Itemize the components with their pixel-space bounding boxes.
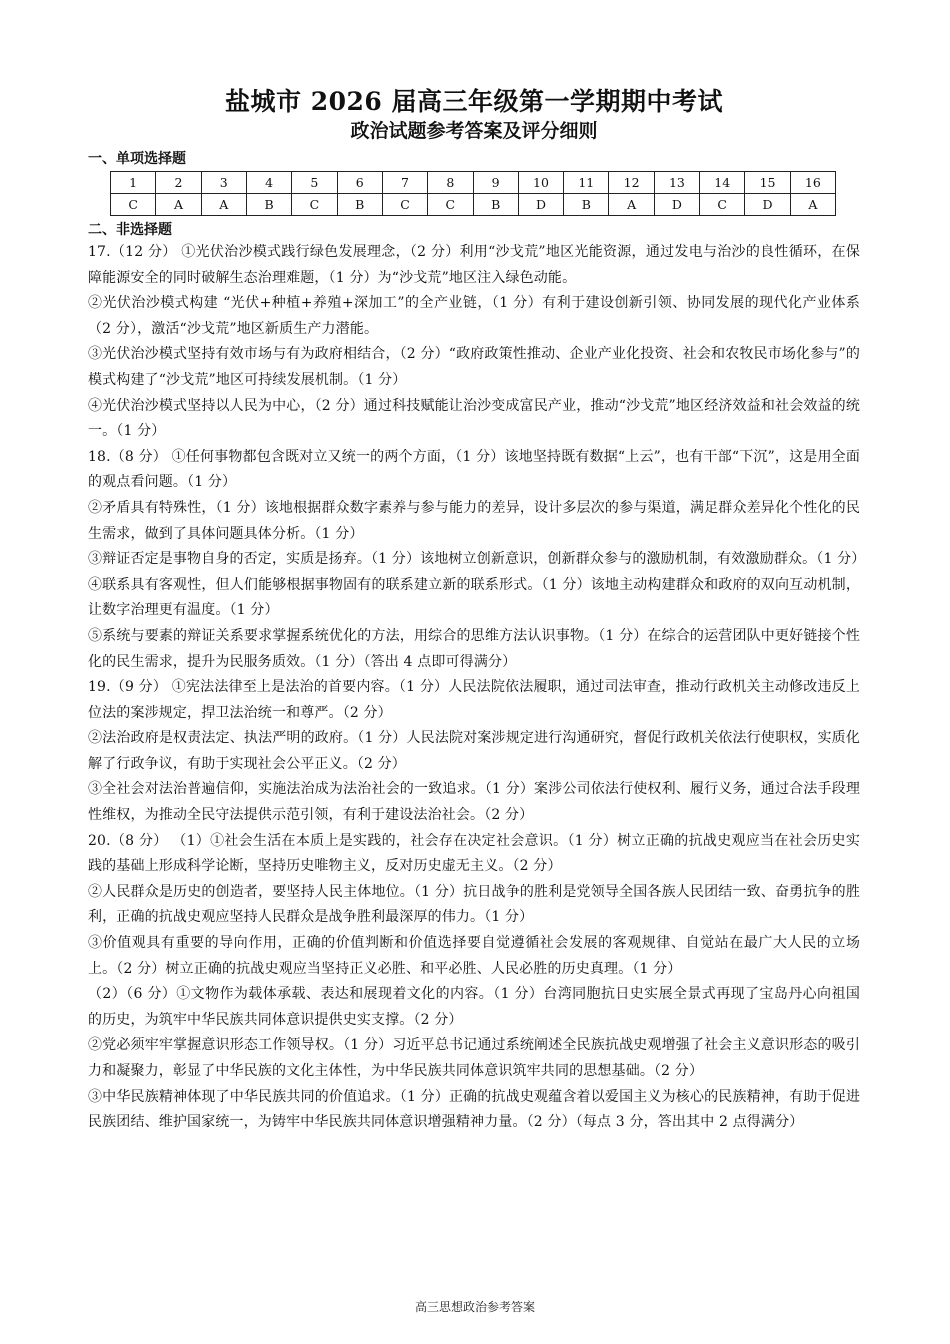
question-number-cell: 14 — [700, 172, 745, 194]
question-number-cell: 7 — [382, 172, 427, 194]
answer-paragraph: ②矛盾具有特殊性，（1 分）该地根据群众数字素养与参与能力的差异，设计多层次的参与渠道，满足群众差异化个性化的民生需求，做到了具体问题具体分析。（1 分） — [88, 499, 860, 542]
page-title: 盐城市 2026 届高三年级第一学期期中考试 — [225, 87, 723, 116]
question-number-cell: 16 — [790, 172, 835, 194]
section-heading-nonchoice: 二、非选择题 — [88, 222, 172, 238]
question-number-cell: 11 — [564, 172, 609, 194]
answer-paragraph: ③中华民族精神体现了中华民族共同的价值追求。（1 分）正确的抗战史观蕴含着以爱国主义为核心的民族精神，有助于促进民族团结、维护国家统一，为铸牢中华民族共同体意识增强精神力量。（2 分）（每点 3 分，答出其中 2 点得满分） — [88, 1088, 860, 1131]
answer-cell: B — [246, 194, 291, 216]
question-number-cell: 1 — [111, 172, 156, 194]
answer-paragraph: 17.（12 分） ①光伏治沙模式践行绿色发展理念，（2 分）利用“沙戈荒”地区光能资源，通过发电与治沙的良性循环，在保障能源安全的同时破解生态治理难题，（1 分）为“沙戈荒”地区注入绿色动能。 — [88, 244, 860, 286]
question-number-cell: 13 — [654, 172, 699, 194]
answer-table-answer-row — [111, 194, 836, 216]
answer-cell: B — [564, 194, 609, 216]
question-number-cell: 6 — [337, 172, 382, 194]
answer-paragraph: ②法治政府是权责法定、执法严明的政府。（1 分）人民法院对案涉规定进行沟通研究，督促行政机关依法行使职权，实质化解了行政争议，有助于实现社会公平正义。（2 分） — [88, 730, 860, 772]
answer-paragraphs — [88, 240, 866, 1136]
answer-cell: D — [518, 194, 563, 216]
answer-table-number-row — [111, 172, 836, 194]
answer-cell: C — [428, 194, 473, 216]
section-heading-choice: 一、单项选择题 — [88, 151, 186, 167]
document-page — [88, 86, 866, 1136]
answer-cell: B — [337, 194, 382, 216]
answer-paragraph: ⑤系统与要素的辩证关系要求掌握系统优化的方法，用综合的思维方法认识事物。（1 分）在综合的运营团队中更好链接个性化的民生需求，提升为民服务质效。（1 分）（答出 4 点即可得满分） — [88, 627, 860, 670]
answer-paragraph: （2）（6 分）①文物作为载体承载、表达和展现着文化的内容。（1 分）台湾同胞抗日史实展全景式再现了宝岛丹心向祖国的历史，为筑牢中华民族共同体意识提供史实支撑。（2 分） — [88, 986, 860, 1028]
answer-paragraph: 20.（8 分） （1）①社会生活在本质上是实践的，社会存在决定社会意识。（1 分）树立正确的抗战史观应当在社会历史实践的基础上形成科学论断，坚持历史唯物主义，反对历史虚无主义。（2 分） — [88, 832, 860, 875]
question-number-cell: 9 — [473, 172, 518, 194]
answer-cell: A — [156, 194, 201, 216]
answer-cell: A — [790, 194, 835, 216]
answer-cell: D — [745, 194, 790, 216]
page-footer: 高三思想政治参考答案 — [414, 1300, 535, 1314]
answer-paragraph: ④联系具有客观性，但人们能够根据事物固有的联系建立新的联系形式。（1 分）该地主动构建群众和政府的双向互动机制，让数字治理更有温度。（1 分） — [88, 576, 860, 619]
answer-paragraph: ③价值观具有重要的导向作用，正确的价值判断和价值选择要自觉遵循社会发展的客观规律、自觉站在最广大人民的立场上。（2 分）树立正确的抗战史观应当坚持正义必胜、和平必胜、人民必胜的历史真理。（1 分） — [88, 935, 860, 977]
question-number-cell: 3 — [201, 172, 246, 194]
question-number-cell: 4 — [246, 172, 291, 194]
answer-paragraph: 18.（8 分） ①任何事物都包含既对立又统一的两个方面，（1 分）该地坚持既有数据“上云”，也有干部“下沉”，这是用全面的观点看问题。（1 分） — [88, 448, 860, 491]
answer-cell: A — [609, 194, 654, 216]
question-number-cell: 12 — [609, 172, 654, 194]
question-number-cell: 5 — [292, 172, 337, 194]
question-number-cell: 10 — [518, 172, 563, 194]
answer-paragraph: ③光伏治沙模式坚持有效市场与有为政府相结合，（2 分）“政府政策性推动、企业产业化投资、社会和农牧民市场化参与”的模式构建了“沙戈荒”地区可持续发展机制。（1 分） — [88, 346, 860, 388]
answer-cell: C — [111, 194, 156, 216]
question-number-cell: 15 — [745, 172, 790, 194]
answer-paragraph: ②光伏治沙模式构建 “光伏+种植+养殖+深加工”的全产业链，（1 分）有利于建设创新引领、协同发展的现代化产业体系（2 分），激活“沙戈荒”地区新质生产力潜能。 — [88, 295, 860, 337]
page-subtitle: 政治试题参考答案及评分细则 — [350, 120, 598, 142]
answer-cell: C — [292, 194, 337, 216]
answer-cell: C — [700, 194, 745, 216]
answer-cell: B — [473, 194, 518, 216]
answer-cell: D — [654, 194, 699, 216]
answer-paragraph: ③辩证否定是事物自身的否定，实质是扬弃。（1 分）该地树立创新意识，创新群众参与的激励机制，有效激励群众。（1 分） — [88, 551, 866, 568]
answer-paragraph: 19.（9 分） ①宪法法律至上是法治的首要内容。（1 分）人民法院依法履职，通过司法审查，推动行政机关主动修改违反上位法的案涉规定，捍卫法治统一和尊严。（2 分） — [88, 679, 860, 721]
answer-paragraph: ②党必须牢牢掌握意识形态工作领导权。（1 分）习近平总书记通过系统阐述全民族抗战史观增强了社会主义意识形态的吸引力和凝聚力，彰显了中华民族的文化主体性，为中华民族共同体意识筑牢共同的思想基础。（2 分） — [88, 1037, 860, 1079]
answer-paragraph: ③全社会对法治普遍信仰，实施法治成为法治社会的一致追求。（1 分）案涉公司依法行使权利、履行义务，通过合法手段理性维权，为推动全民守法提供示范引领，有利于建设法治社会。（2 分） — [88, 781, 860, 824]
answer-paragraph: ④光伏治沙模式坚持以人民为中心，（2 分）通过科技赋能让治沙变成富民产业，推动“沙戈荒”地区经济效益和社会效益的统一。（1 分） — [88, 397, 860, 440]
question-number-cell: 8 — [428, 172, 473, 194]
answer-cell: A — [201, 194, 246, 216]
answer-paragraph: ②人民群众是历史的创造者，要坚持人民主体地位。（1 分）抗日战争的胜利是党领导全国各族人民团结一致、奋勇抗争的胜利，正确的抗战史观应坚持人民群众是战争胜利最深厚的伟力。（1 分） — [88, 883, 860, 926]
question-number-cell: 2 — [156, 172, 201, 194]
answer-table — [110, 171, 836, 216]
answer-cell: C — [382, 194, 427, 216]
